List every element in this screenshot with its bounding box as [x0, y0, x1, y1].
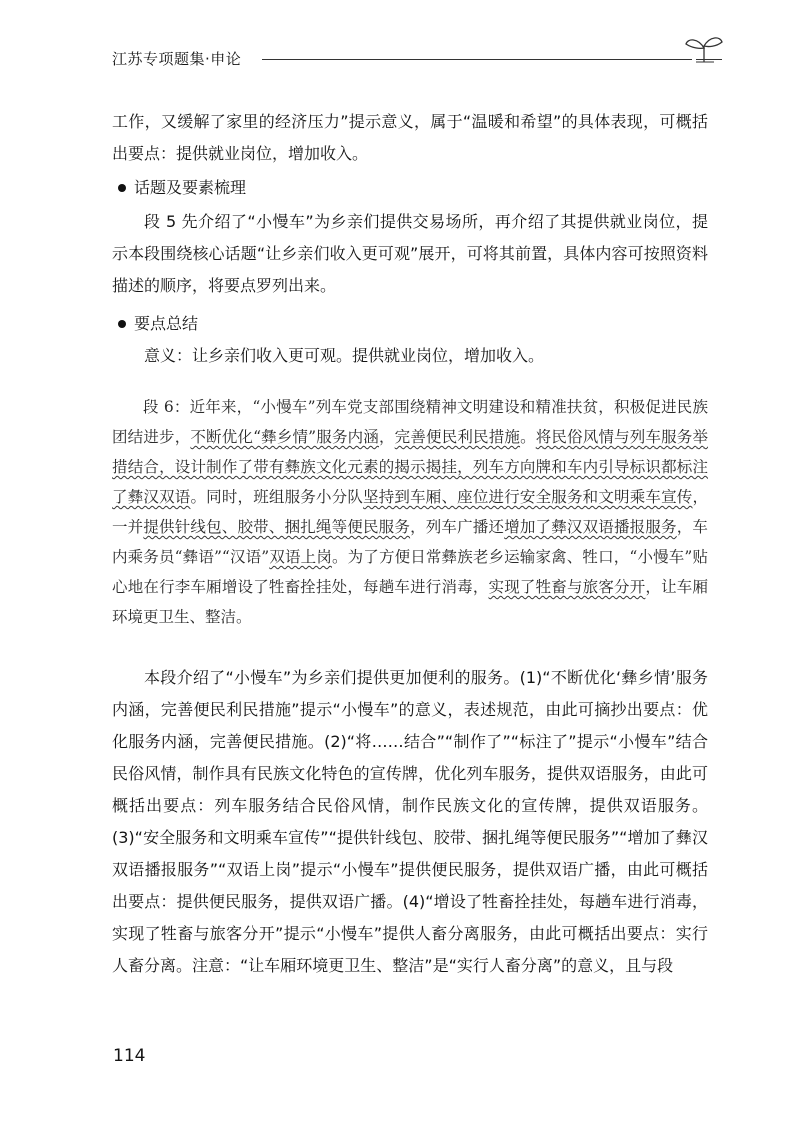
underlined-phrase: 不断优化“彝乡情”服务内涵 [190, 428, 379, 446]
underlined-phrase: 双语上岗 [269, 548, 332, 566]
summary-paragraph: 意义：让乡亲们收入更可观。提供就业岗位，增加收入。 [144, 346, 545, 365]
source-text: 。同时，班组服务小分队 [190, 488, 364, 506]
source-text: ，列车广播还 [410, 518, 505, 536]
bullet-icon [118, 320, 126, 328]
sprout-icon [684, 32, 724, 66]
source-text: ， [378, 428, 395, 446]
underlined-phrase: 实现了牲畜与旅客分开 [488, 578, 646, 596]
continued-paragraph: 工作，又缓解了家里的经济压力”提示意义，属于“温暖和希望”的具体表现，可概括出要点：提供就业岗位，增加收入。 [112, 112, 708, 163]
source-text: ，车内乘务员“彝语”“汉语” [112, 518, 708, 566]
page-number: 114 [113, 1046, 146, 1066]
underlined-phrase: 将民俗风情与列车服务举措结合，设计制作了带有彝族文化元素的揭示揭挂，列车方向牌和车内引导标识都标注了彝汉双语 [112, 428, 708, 506]
bullet-icon [118, 184, 126, 192]
analysis-paragraph: 本段介绍了“小慢车”为乡亲们提供更加便利的服务。(1)“不断优化‘彝乡情’服务内涵，完善便民利民措施”提示“小慢车”的意义，表述规范，由此可摘抄出要点：优化服务内涵，完善便民措施。(2)“将……结合”“制作了”“标注了”提示“小慢车”结合民俗风情，制作具有民族文化特色的宣传牌，优化列车服务，提供双语服务，由此可概括出要点：列车服务结合民俗风情，制作民族文化的宣传牌，提供双语服务。(3)“安全服务和文明乘车宣传”“提供针线包、胶带、捆扎绳等便民服务”“增加了彝汉双语播报服务”“双语上岗”提示“小慢车”提供便民服务，提供双语广播，由此可概括出要点：提供便民服务，提供双语广播。(4)“增设了牲畜拴挂处，每趟车进行消毒，实现了牲畜与旅客分开”提示“小慢车”提供人畜分离服务，由此可概括出要点：实行人畜分离。注意：“让车厢环境更卫生、整洁”是“实行人畜分离”的意义，且与段 [112, 668, 708, 975]
section-heading-topic [112, 172, 708, 204]
source-text: ，一并 [112, 488, 708, 536]
running-header [112, 44, 712, 74]
underlined-phrase: 提供针线包、胶带、捆扎绳等便民服务 [143, 518, 411, 536]
header-title: 江苏专项题集·申论 [112, 50, 242, 68]
section-heading-summary-label: 要点总结 [134, 314, 199, 333]
source-material-paragraph [112, 392, 708, 632]
underlined-phrase: 增加了彝汉双语播报服务 [504, 518, 677, 536]
underlined-phrase: 完善便民利民措施 [394, 428, 521, 446]
source-text: 。 [520, 428, 536, 446]
header-rule [262, 59, 692, 60]
source-text: ，让车厢环境更卫生、整洁。 [112, 578, 708, 626]
source-text: 段 6：近年来，“小慢车”列车党支部围绕精神文明建设和精准扶贫，积极促进民族团结进步， [112, 398, 708, 446]
source-text: 。为了方便日常彝族老乡运输家禽、牲口，“小慢车”贴心地在行李车厢增设了牲畜拴挂处，每趟车进行消毒， [112, 548, 708, 596]
section-heading-topic-label: 话题及要素梳理 [134, 178, 247, 197]
section-heading-summary [112, 308, 708, 340]
topic-paragraph: 段 5 先介绍了“小慢车”为乡亲们提供交易场所，再介绍了其提供就业岗位，提示本段围绕核心话题“让乡亲们收入更可观”展开，可将其前置，具体内容可按照资料描述的顺序，将要点罗列出来。 [112, 212, 708, 295]
underlined-phrase: 坚持到车厢、座位进行安全服务和文明乘车宣传 [363, 488, 693, 506]
